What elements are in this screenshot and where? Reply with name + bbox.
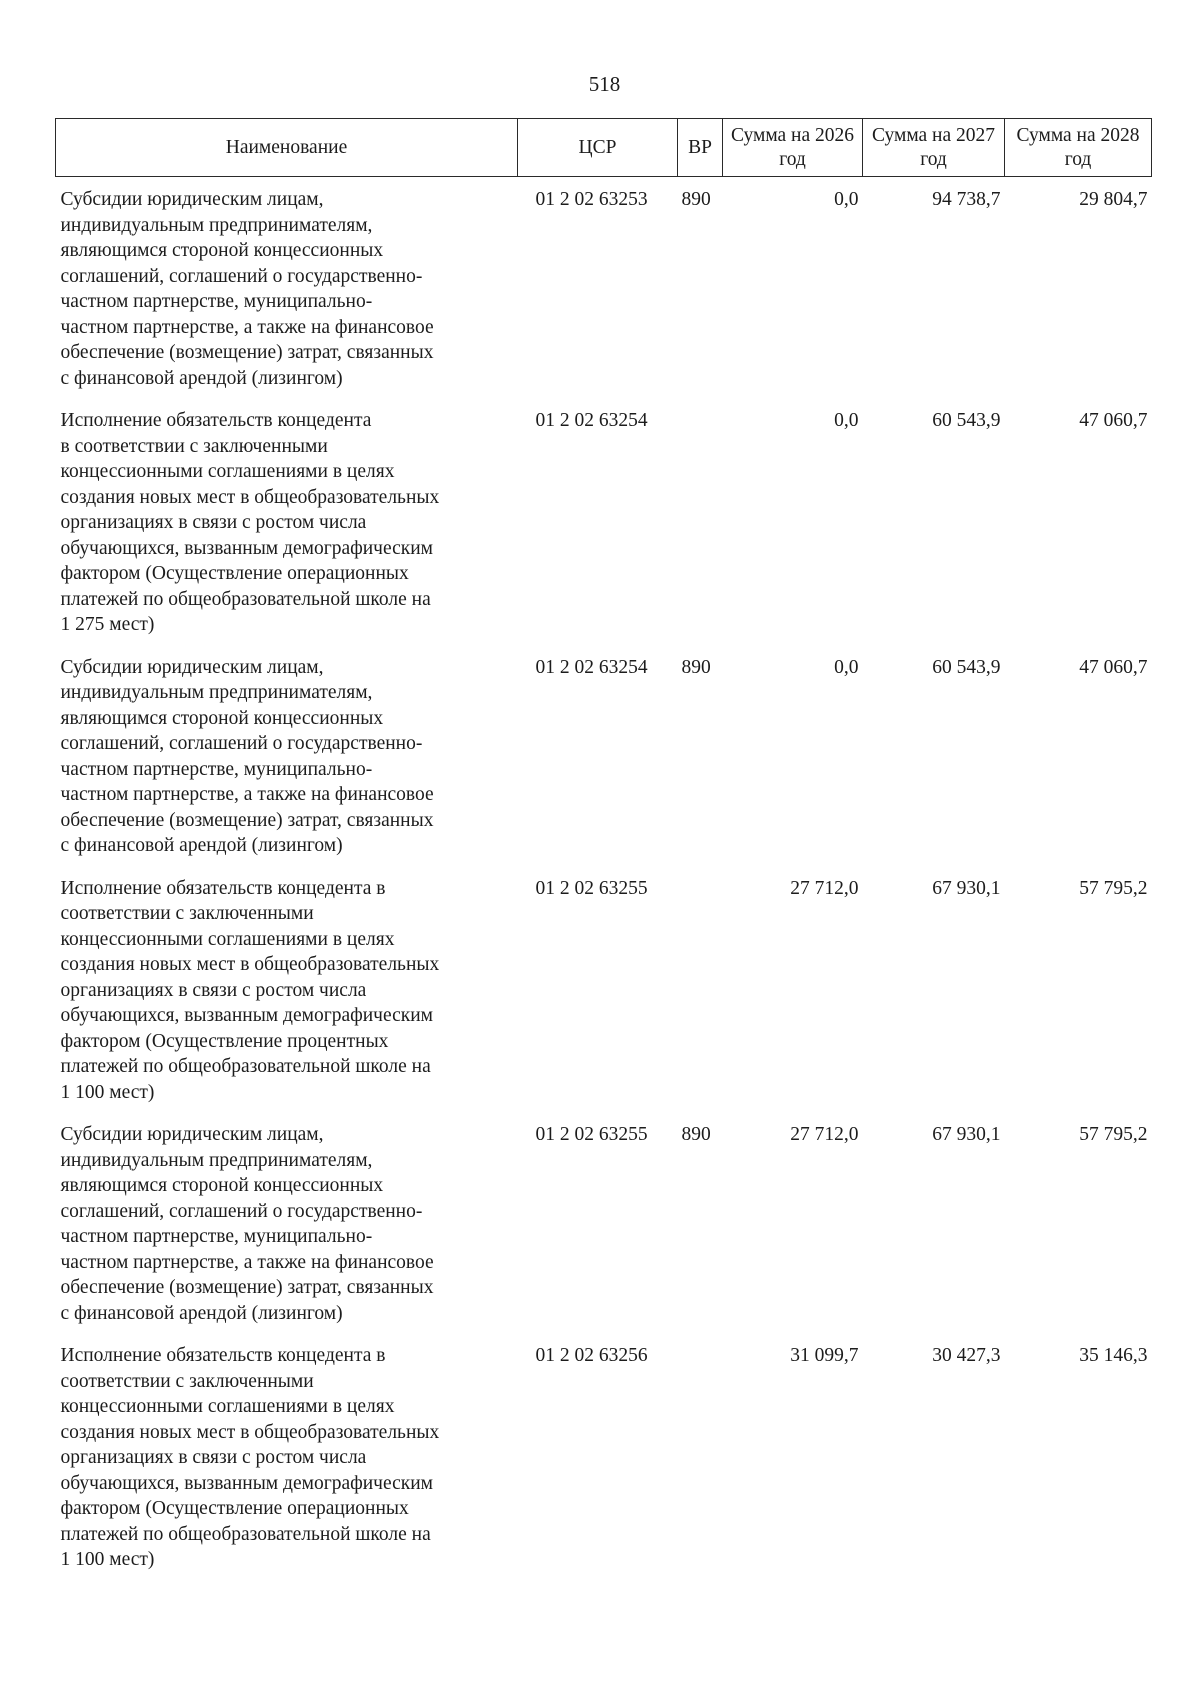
- row-sum-2027: 67 930,1: [932, 877, 1001, 899]
- row-csr: 01 2 02 63254: [535, 656, 648, 678]
- row-name: Субсидии юридическим лицам, индивидуальным предпринимателям, являющимся стороной концессионных соглашений, соглашений о государственно- частном партнерстве, муниципально- частном партнерстве, а также на финансовое обеспечение (возмещение) затрат, связанных с финансовой арендой (лизингом): [60, 1124, 434, 1324]
- row-sum-2028: 35 146,3: [1079, 1345, 1148, 1366]
- table-row: [56, 1333, 1152, 1580]
- header-sum-2028: Сумма на 2028 год: [1005, 119, 1152, 177]
- row-sum-2027: 67 930,1: [932, 1124, 1001, 1145]
- table-row: [56, 645, 1152, 866]
- table-row: [56, 866, 1152, 1113]
- header-sum-2026: Сумма на 2026 год: [723, 119, 863, 177]
- row-vr: [678, 1333, 723, 1580]
- row-sum-2026: 31 099,7: [790, 1345, 859, 1366]
- table-row: [56, 1112, 1152, 1333]
- table-row: [56, 398, 1152, 645]
- page-number: 518: [588, 72, 621, 96]
- row-name: Исполнение обязательств концедента в соответствии с заключенными концессионными соглашениями в целях создания новых мест в общеобразовательных организациях в связи с ростом числа обучающихся, вызванным демографическим фактором (Осуществление процентных платежей по общеобразовательной школе на 1 100 мест): [60, 877, 440, 1103]
- header-row: [56, 119, 1152, 177]
- row-sum-2027: 60 543,9: [932, 656, 1001, 678]
- table-header: [56, 119, 1152, 177]
- row-sum-2028: 29 804,7: [1079, 189, 1148, 210]
- row-sum-2028: 47 060,7: [1079, 656, 1148, 678]
- row-vr: [678, 398, 723, 645]
- row-csr: 01 2 02 63255: [535, 1124, 648, 1145]
- row-sum-2026: 0,0: [834, 410, 859, 431]
- budget-table: [55, 118, 1152, 1580]
- row-sum-2026: 0,0: [834, 189, 859, 210]
- row-name: Исполнение обязательств концедента в соответствии с заключенными концессионными соглашениями в целях создания новых мест в общеобразовательных организациях в связи с ростом числа обучающихся, вызванным демографическим фактором (Осуществление операционных платежей по общеобразовательной школе на 1 275 мест): [60, 410, 440, 635]
- row-sum-2027: 60 543,9: [932, 410, 1001, 431]
- row-sum-2028: 57 795,2: [1079, 877, 1148, 899]
- row-sum-2028: 47 060,7: [1079, 410, 1148, 431]
- row-csr: 01 2 02 63253: [535, 189, 648, 210]
- row-csr: 01 2 02 63254: [535, 410, 648, 431]
- row-name: Исполнение обязательств концедента в соответствии с заключенными концессионными соглашениями в целях создания новых мест в общеобразовательных организациях в связи с ростом числа обучающихся, вызванным демографическим фактором (Осуществление операционных платежей по общеобразовательной школе на 1 100 мест): [60, 1345, 440, 1570]
- row-sum-2026: 27 712,0: [790, 1124, 859, 1145]
- header-csr: ЦСР: [518, 119, 678, 177]
- row-vr: 890: [681, 656, 711, 678]
- row-sum-2026: 0,0: [834, 656, 859, 678]
- table-body: [56, 177, 1152, 1580]
- row-sum-2027: 94 738,7: [932, 189, 1001, 210]
- row-sum-2026: 27 712,0: [790, 877, 859, 899]
- row-name: Субсидии юридическим лицам, индивидуальным предпринимателям, являющимся стороной концессионных соглашений, соглашений о государственно- частном партнерстве, муниципально- частном партнерстве, а также на финансовое обеспечение (возмещение) затрат, связанных с финансовой арендой (лизингом): [60, 189, 434, 389]
- row-sum-2027: 30 427,3: [932, 1345, 1001, 1366]
- row-vr: 890: [681, 1124, 711, 1145]
- row-vr: [678, 866, 723, 1113]
- row-name: Субсидии юридическим лицам, индивидуальным предпринимателям, являющимся стороной концессионных соглашений, соглашений о государственно- частном партнерстве, муниципально- частном партнерстве, а также на финансовое обеспечение (возмещение) затрат, связанных с финансовой арендой (лизингом): [60, 656, 434, 856]
- row-csr: 01 2 02 63255: [535, 877, 648, 899]
- table-row: [56, 177, 1152, 399]
- row-sum-2028: 57 795,2: [1079, 1124, 1148, 1145]
- header-vr: ВР: [678, 119, 723, 177]
- header-name: Наименование: [56, 119, 518, 177]
- row-vr: 890: [681, 189, 711, 210]
- row-csr: 01 2 02 63256: [535, 1345, 648, 1366]
- header-sum-2027: Сумма на 2027 год: [863, 119, 1005, 177]
